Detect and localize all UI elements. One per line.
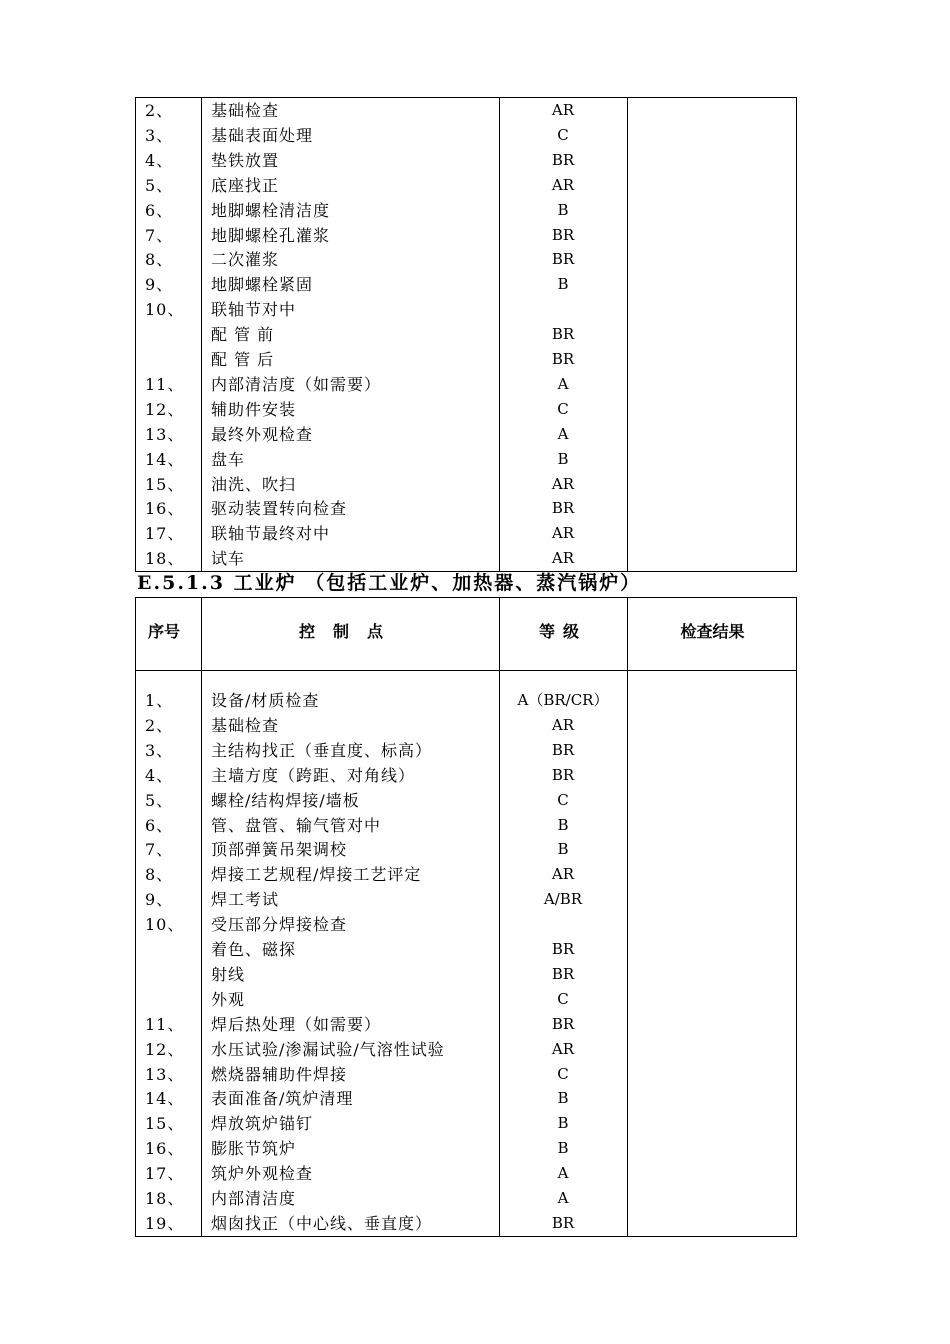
row-grade: AR — [551, 101, 575, 119]
row-number: 10、 — [145, 915, 185, 935]
row-grade: BR — [551, 940, 575, 958]
row-control-point: 膨胀节筑炉 — [211, 1139, 297, 1159]
row-control-point: 螺栓/结构焊接/墙板 — [211, 790, 360, 810]
row-number: 12、 — [145, 399, 185, 419]
row-grade: BR — [551, 250, 575, 269]
table-row — [136, 738, 796, 763]
table-row — [136, 422, 796, 447]
table-row — [136, 713, 796, 738]
row-control-point: 地脚螺栓紧固 — [211, 275, 314, 295]
table-row — [136, 887, 796, 912]
row-control-point: 二次灌浆 — [211, 250, 280, 270]
table-row — [136, 322, 796, 347]
row-grade: B — [557, 1089, 569, 1108]
row-number: 13、 — [145, 1064, 185, 1084]
row-grade: B — [557, 815, 569, 834]
row-number: 1、 — [145, 691, 174, 710]
row-grade: BR — [551, 765, 575, 784]
row-control-point: 外观 — [211, 989, 246, 1009]
row-number: 14、 — [145, 1089, 185, 1109]
row-control-point: 焊工考试 — [211, 890, 280, 910]
table-row — [136, 247, 796, 272]
row-control-point: 基础检查 — [211, 715, 280, 735]
row-control-point: 联轴节最终对中 — [211, 524, 331, 544]
row-grade: B — [557, 275, 569, 294]
row-number: 17、 — [145, 1164, 185, 1184]
table-row — [136, 763, 796, 788]
row-grade: BR — [551, 1213, 575, 1232]
row-number: 6、 — [145, 815, 174, 835]
row-control-point: 焊后热处理（如需要） — [211, 1014, 382, 1034]
row-number: 7、 — [145, 225, 174, 245]
row-number: 13、 — [145, 424, 185, 444]
row-control-point: 地脚螺栓清洁度 — [211, 200, 331, 220]
row-number: 9、 — [145, 890, 174, 910]
table-row — [136, 788, 796, 813]
inspection-table-pumps — [135, 97, 797, 572]
row-number: 14、 — [145, 449, 185, 469]
row-grade: BR — [551, 225, 575, 244]
row-number: 2、 — [145, 101, 174, 120]
row-grade: AR — [551, 524, 575, 543]
row-grade: B — [557, 1114, 569, 1133]
row-control-point: 盘车 — [211, 449, 246, 469]
row-grade: AR — [551, 474, 575, 493]
row-grade: C — [557, 790, 569, 809]
row-control-point: 基础表面处理 — [211, 125, 314, 145]
row-control-point: 受压部分焊接检查 — [211, 915, 348, 935]
row-grade: BR — [551, 740, 575, 759]
row-number: 10、 — [145, 300, 185, 320]
row-grade: C — [557, 399, 569, 418]
row-grade: BR — [551, 150, 575, 169]
row-control-point: 驱动装置转向检查 — [211, 499, 348, 519]
table-row — [136, 198, 796, 223]
row-number: 16、 — [145, 1139, 185, 1159]
header-serial-number: 序号 — [148, 622, 181, 641]
row-control-point: 水压试验/渗漏试验/气溶性试验 — [211, 1039, 445, 1059]
row-grade: A — [557, 374, 569, 393]
table-row — [136, 1012, 796, 1037]
table-row — [136, 1086, 796, 1111]
table-row — [136, 272, 796, 297]
row-grade: BR — [551, 350, 575, 368]
row-control-point: 焊放筑炉锚钉 — [211, 1114, 314, 1134]
row-grade: BR — [551, 1014, 575, 1033]
row-control-point: 配 管 后 — [211, 350, 275, 369]
table-row — [136, 521, 796, 546]
table-header — [136, 598, 796, 671]
row-control-point: 烟囱找正（中心线、垂直度） — [211, 1213, 433, 1233]
row-grade: BR — [551, 499, 575, 518]
table-row — [136, 447, 796, 472]
row-number: 6、 — [145, 200, 174, 220]
table-row — [136, 813, 796, 838]
header-grade: 等级 — [538, 622, 587, 641]
table-row — [136, 1211, 796, 1236]
table-row — [136, 688, 796, 713]
section-heading: E.5.1.3 工业炉 （包括工业炉、加热器、蒸汽锅炉） — [137, 572, 642, 594]
row-control-point: 内部清洁度（如需要） — [211, 374, 382, 394]
row-grade: C — [557, 989, 569, 1008]
row-number: 2、 — [145, 715, 174, 735]
row-number: 17、 — [145, 524, 185, 544]
row-control-point: 设备/材质检查 — [211, 691, 320, 710]
row-grade: B — [557, 840, 569, 859]
row-control-point: 表面准备/筑炉清理 — [211, 1089, 354, 1109]
row-control-point: 射线 — [211, 964, 246, 984]
row-number: 3、 — [145, 740, 174, 760]
table-row — [136, 397, 796, 422]
row-grade: AR — [551, 549, 575, 568]
table-row — [136, 1161, 796, 1186]
row-grade: B — [557, 200, 569, 219]
table-row — [136, 123, 796, 148]
table-row — [136, 223, 796, 248]
row-number: 16、 — [145, 499, 185, 519]
row-control-point: 燃烧器辅助件焊接 — [211, 1064, 348, 1084]
row-number: 11、 — [145, 374, 185, 394]
row-number: 11、 — [145, 1014, 185, 1034]
row-control-point: 垫铁放置 — [211, 150, 280, 170]
table-row — [136, 1186, 796, 1211]
table-row — [136, 937, 796, 962]
row-control-point: 管、盘管、输气管对中 — [211, 815, 382, 835]
row-control-point: 焊接工艺规程/焊接工艺评定 — [211, 865, 422, 885]
header-control-point: 控制点 — [298, 622, 401, 641]
table-row — [136, 1062, 796, 1087]
row-number: 5、 — [145, 175, 174, 195]
row-number: 3、 — [145, 125, 174, 145]
row-number: 5、 — [145, 790, 174, 810]
table-row — [136, 546, 796, 571]
header-inspection-result: 检查结果 — [680, 622, 745, 641]
row-control-point: 主墙方度（跨距、对角线） — [211, 765, 416, 785]
row-control-point: 试车 — [211, 549, 246, 569]
row-number: 8、 — [145, 865, 174, 885]
row-number: 12、 — [145, 1039, 185, 1059]
table-row — [136, 347, 796, 372]
table-row — [136, 862, 796, 887]
row-control-point: 基础检查 — [211, 101, 280, 120]
row-grade: AR — [551, 1039, 575, 1058]
table-row — [136, 987, 796, 1012]
inspection-table-industrial-furnace — [135, 597, 797, 1237]
row-number: 4、 — [145, 150, 174, 170]
table-row — [136, 173, 796, 198]
row-grade: A — [557, 424, 569, 443]
row-control-point: 油洗、吹扫 — [211, 474, 297, 494]
table-row — [136, 496, 796, 521]
table-row — [136, 1037, 796, 1062]
row-grade: AR — [551, 715, 575, 734]
row-grade: A/BR — [543, 890, 583, 909]
row-number: 18、 — [145, 549, 185, 569]
row-control-point: 最终外观检查 — [211, 424, 314, 444]
row-grade: A — [557, 1164, 569, 1183]
row-number: 15、 — [145, 474, 185, 494]
row-number: 8、 — [145, 250, 174, 270]
row-grade: BR — [551, 964, 575, 983]
table-row — [136, 148, 796, 173]
table-row — [136, 912, 796, 937]
row-number: 4、 — [145, 765, 174, 785]
table-row — [136, 837, 796, 862]
row-grade: C — [557, 1064, 569, 1083]
row-number: 19、 — [145, 1213, 185, 1233]
row-grade: B — [557, 449, 569, 468]
row-grade: A（BR/CR） — [517, 691, 609, 709]
table-row — [136, 98, 796, 123]
row-control-point: 着色、磁探 — [211, 940, 297, 959]
row-control-point: 底座找正 — [211, 175, 280, 195]
row-grade: C — [557, 125, 569, 144]
row-control-point: 辅助件安装 — [211, 399, 297, 419]
table-row — [136, 372, 796, 397]
row-number: 15、 — [145, 1114, 185, 1134]
row-number: 7、 — [145, 840, 174, 860]
row-number: 9、 — [145, 275, 174, 295]
row-grade: B — [557, 1139, 569, 1158]
row-number: 18、 — [145, 1189, 185, 1208]
row-grade: AR — [551, 175, 575, 194]
row-control-point: 联轴节对中 — [211, 300, 297, 320]
table-row — [136, 297, 796, 322]
row-control-point: 内部清洁度 — [211, 1189, 297, 1208]
row-grade: A — [557, 1189, 569, 1207]
row-grade: BR — [551, 325, 575, 344]
row-control-point: 主结构找正（垂直度、标高） — [211, 740, 433, 760]
table-row — [136, 1111, 796, 1136]
table-row — [136, 472, 796, 497]
row-control-point: 地脚螺栓孔灌浆 — [211, 225, 331, 245]
row-grade: AR — [551, 865, 575, 884]
table-row — [136, 962, 796, 987]
row-control-point: 筑炉外观检查 — [211, 1164, 314, 1184]
table-row — [136, 1136, 796, 1161]
row-control-point: 顶部弹簧吊架调校 — [211, 840, 348, 860]
row-control-point: 配 管 前 — [211, 325, 275, 345]
